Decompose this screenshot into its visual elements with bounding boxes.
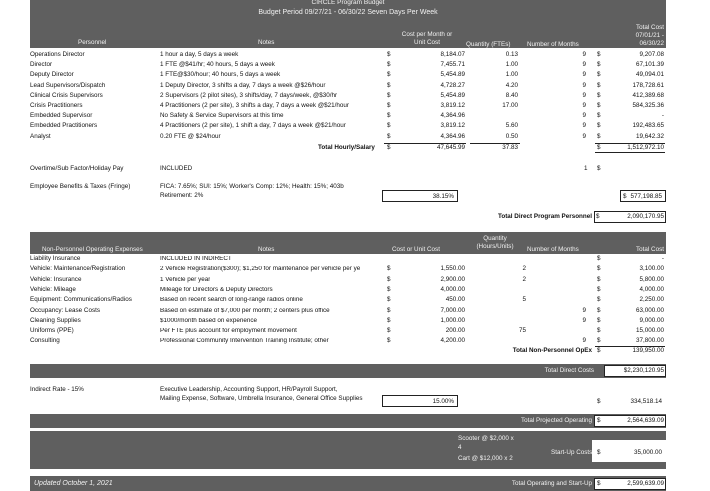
expense-notes: Per FTE plus account for employment movement (160, 328, 297, 335)
total-currency: $ (597, 327, 601, 335)
row-total: 5,800.00 (639, 275, 664, 283)
total-currency: $ (597, 285, 601, 293)
startup-total: 35,000.00 (633, 449, 662, 456)
projected-label: Total Projected Operating (520, 417, 592, 424)
total-currency: $ (597, 71, 601, 79)
col-personnel: Personnel (78, 39, 107, 46)
cost-total-rule (384, 143, 466, 144)
months: 9 (582, 91, 586, 99)
expense-notes: Based on estimate of $7,000 per month; 2 centers plus office (160, 307, 330, 314)
direct-personnel-cur: $ (596, 213, 600, 220)
cost-currency: $ (387, 81, 391, 89)
col-total-2: 07/01/21 - (635, 32, 664, 39)
row-total: 19,642.32 (635, 132, 664, 140)
benefits-notes-2: Retirement: 2% (160, 192, 204, 199)
benefits-notes-1: FICA: 7.65%; SUI: 15%; Worker's Comp: 12%; Health: 15%; 403b (160, 183, 344, 190)
total-hourly-value: 1,512,972.10 (627, 144, 664, 151)
cost-currency: $ (387, 296, 391, 304)
col-np-qty: Quantity (483, 235, 507, 242)
indirect-cur: $ (597, 398, 601, 405)
indirect-notes-2: Mailing Expense, Software, Umbrella Insurance, General Office Supplies (160, 395, 363, 402)
months: 9 (582, 316, 586, 324)
personnel-role: Embedded Supervisor (30, 112, 93, 120)
personnel-notes: 2 Supervisors (2 pilot sites), 3 shifts/day, 7 days/week, @$30/hr (160, 91, 338, 99)
np-total-label: Total Non-Personnel OpEx (512, 347, 592, 354)
grand-total-label: Total Operating and Start-Up (511, 480, 592, 487)
total-currency: $ (597, 316, 601, 324)
grand-total-cur: $ (597, 480, 601, 487)
expense-notes: Mileage for Directors & Deputy Directors (160, 286, 273, 293)
months: 9 (582, 132, 586, 140)
expense-notes: Professional Community Intervention Training Institute; other (160, 338, 329, 345)
total-currency: $ (597, 255, 601, 262)
row-total: 412,389.68 (632, 91, 664, 99)
col-total-3: 06/30/22 (639, 40, 664, 47)
unit-cost: 4,200.00 (440, 337, 465, 345)
cost-currency: $ (387, 51, 391, 58)
indirect-notes-1: Executive Leadership, Accounting Support, HR/Payroll Support, (160, 386, 338, 393)
benefits-total: 577,198.85 (630, 193, 662, 200)
expense-notes: Based on recent search of long-range radios online (160, 297, 303, 304)
personnel-role: Operations Director (30, 51, 85, 58)
total-hourly-cur2: $ (597, 144, 601, 151)
cost-currency: $ (387, 122, 391, 130)
overtime-notes: INCLUDED (160, 165, 193, 172)
unit-cost: 3,819.12 (440, 122, 465, 130)
personnel-role: Embedded Practitioners (30, 122, 98, 130)
col-np-notes: Notes (258, 246, 275, 253)
personnel-notes: 0.20 FTE @ $24/hour (160, 132, 221, 140)
unit-qty: 75 (518, 327, 526, 335)
direct-personnel-label: Total Direct Program Personnel (497, 213, 592, 220)
unit-cost: 5,454.89 (440, 91, 465, 99)
expense-notes: INCLUDED IN INDIRECT (160, 256, 232, 262)
total-currency: $ (597, 306, 601, 314)
fte-qty: 1.00 (505, 71, 518, 79)
overtime-label: Overtime/Sub Factor/Holiday Pay (30, 165, 124, 172)
total-currency: $ (597, 51, 601, 58)
benefits-label: Employee Benefits & Taxes (Fringe) (30, 183, 131, 190)
unit-qty: 2 (522, 265, 526, 273)
total-currency: $ (597, 337, 601, 345)
cost-currency: $ (387, 61, 391, 69)
row-total: 9,000.00 (639, 316, 664, 324)
total-hourly-cost: 47,645.99 (436, 144, 465, 151)
indirect-label: Indirect Rate - 15% (30, 386, 84, 393)
months: 9 (582, 306, 586, 314)
total-currency: $ (597, 132, 601, 140)
personnel-notes: 1 FTE @$41/hr; 40 hours, 5 days a week (160, 61, 275, 69)
col-np-total: Total Cost (636, 246, 664, 253)
unit-cost: 7,000.00 (440, 306, 465, 314)
budget-period: Budget Period 09/27/21 - 06/30/22 Seven Days Per Week (258, 9, 438, 16)
direct-costs-label: Total Direct Costs (544, 367, 594, 374)
months: 9 (582, 51, 586, 58)
unit-qty: 2 (522, 275, 526, 283)
expense-name: Vehicle: Insurance (30, 275, 82, 283)
personnel-notes: 4 Practitioners (2 per site), 1 shift a day, 7 days a week @$21/hour (160, 122, 346, 130)
personnel-role: Analyst (30, 132, 51, 140)
unit-cost: 200.00 (445, 327, 465, 335)
cost-currency: $ (387, 337, 391, 345)
total-hourly-cur: $ (387, 144, 391, 151)
personnel-notes: 1 Deputy Director, 3 shifts a day, 7 days a week @$26/hour (160, 81, 326, 89)
months: 9 (582, 102, 586, 109)
col-np-qty-2: (Hours/Units) (476, 243, 514, 250)
row-total: - (661, 112, 664, 120)
expense-name: Vehicle: Maintenance/Registration (30, 265, 126, 273)
total-currency: $ (597, 61, 601, 69)
personnel-role: Lead Supervisors/Dispatch (30, 81, 106, 89)
row-total: 49,094.01 (635, 71, 664, 79)
row-total: 37,800.00 (635, 337, 664, 345)
np-total-value: 139,950.00 (632, 347, 664, 354)
unit-cost: 4,000.00 (440, 285, 465, 293)
unit-cost: 7,455.71 (440, 61, 465, 69)
indirect-total: 334,518.14 (630, 398, 662, 405)
expense-name: Cleaning Supplies (30, 316, 81, 324)
cost-currency: $ (387, 306, 391, 314)
col-notes: Notes (258, 39, 275, 46)
unit-cost: 450.00 (445, 296, 465, 304)
benefits-rate: 38.15% (432, 193, 454, 200)
total-currency: $ (597, 102, 601, 109)
cost-currency: $ (387, 327, 391, 335)
unit-qty: 5 (522, 296, 526, 304)
startup-line-1: Scooter @ $2,000 x (458, 435, 514, 442)
col-qty: Quantity (FTEs) (466, 41, 511, 48)
cost-currency: $ (387, 132, 391, 140)
fte-qty: 4.20 (505, 81, 518, 89)
fte-qty: 5.60 (505, 122, 518, 130)
personnel-role: Crisis Practitioners (30, 102, 83, 109)
personnel-notes: 4 Practitioners (2 per site), 3 shifts a day, 7 days a week @$21/hour (160, 102, 349, 109)
startup-cur: $ (597, 449, 601, 456)
expense-name: Equipment: Communications/Radios (30, 296, 132, 304)
col-months: Number of Months (527, 41, 579, 48)
expense-name: Vehicle: Mileage (30, 285, 76, 293)
row-total: 584,325.36 (632, 102, 664, 109)
startup-line-3: Cart @ $12,000 x 2 (458, 455, 513, 462)
fte-qty: 8.40 (505, 91, 518, 99)
unit-cost: 1,000.00 (440, 316, 465, 324)
qty-total-rule (470, 143, 520, 144)
total-currency: $ (597, 296, 601, 304)
unit-cost: 4,364.96 (440, 112, 465, 120)
total-currency: $ (597, 275, 601, 283)
months: 9 (582, 81, 586, 89)
unit-cost: 2,900.00 (440, 275, 465, 283)
personnel-role: Director (30, 61, 53, 69)
overtime-cur: $ (597, 165, 601, 172)
row-total: 15,000.00 (635, 327, 664, 335)
indirect-rate: 15.00% (432, 398, 454, 405)
row-total: 2,250.00 (639, 296, 664, 304)
expense-notes: $1000/month based on experience (160, 317, 257, 324)
row-total: - (661, 255, 664, 262)
fte-qty: 1.00 (505, 61, 518, 69)
total-currency: $ (597, 265, 601, 273)
months: 9 (582, 71, 586, 79)
personnel-notes: No Safety & Service Supervisors at this time (160, 112, 284, 120)
personnel-notes: 1 hour a day, 5 days a week (160, 51, 239, 58)
col-np-label: Non-Personnel Operating Expenses (42, 246, 143, 253)
startup-label: Start-Up Costs (551, 449, 593, 456)
total-hourly-label: Total Hourly/Salary (318, 144, 375, 151)
updated-date: Updated October 1, 2021 (34, 480, 113, 487)
unit-cost: 3,819.12 (440, 102, 465, 109)
total-hourly-qty: 37.83 (502, 144, 518, 151)
expense-notes: 1 Vehicle per year (160, 276, 211, 283)
cost-currency: $ (387, 285, 391, 293)
cost-currency: $ (387, 275, 391, 283)
months: 9 (582, 61, 586, 69)
overtime-qty: 1 (584, 165, 588, 172)
cost-currency: $ (387, 91, 391, 99)
row-total: 178,728.61 (632, 81, 664, 89)
total-hourly-box (595, 143, 665, 153)
cost-currency: $ (387, 71, 391, 79)
cost-currency: $ (387, 265, 391, 273)
startup-line-2: 4 (458, 444, 462, 451)
col-total: Total Cost (636, 24, 664, 31)
months: 9 (582, 122, 586, 130)
col-np-months: Number of Months (527, 246, 579, 253)
col-cost: Cost per Month or (401, 31, 453, 38)
expense-notes: 2 Vehicle Registration($300); $1,250 for maintenance per vehicle per ye (160, 266, 361, 273)
row-total: 9,207.08 (639, 51, 664, 58)
months: 9 (582, 337, 586, 345)
fte-qty: 0.50 (505, 132, 518, 140)
budget-title: CIRCLE Program Budget (311, 0, 385, 6)
personnel-notes: 1 FTE@$30/hour; 40 hours, 5 days a week (160, 71, 281, 79)
row-total: 63,000.00 (635, 306, 664, 314)
personnel-role: Deputy Director (30, 71, 74, 79)
unit-cost: 4,728.27 (440, 81, 465, 89)
direct-personnel-total: 2,090,170.95 (627, 213, 664, 220)
np-total-cur: $ (597, 347, 601, 354)
col-np-cost: Cost or Unit Cost (392, 246, 440, 253)
unit-cost: 4,364.96 (440, 132, 465, 140)
fte-qty: 0.13 (505, 51, 518, 58)
months: 9 (582, 112, 586, 120)
unit-cost: 5,454.89 (440, 71, 465, 79)
expense-name: Uniforms (PPE) (30, 327, 74, 335)
row-total: 67,101.39 (635, 61, 664, 69)
expense-name: Liability Insurance (30, 255, 81, 262)
cost-currency: $ (387, 316, 391, 324)
unit-cost: 8,184.07 (440, 51, 465, 58)
row-total: 4,000.00 (639, 285, 664, 293)
cost-currency: $ (387, 112, 391, 120)
grand-total-value: 2,599,639.09 (627, 480, 664, 487)
benefits-cur: $ (623, 193, 627, 200)
row-total: 3,100.00 (639, 265, 664, 273)
projected-cur: $ (597, 417, 601, 424)
fte-qty: 17.00 (502, 102, 518, 109)
total-currency: $ (597, 112, 601, 120)
row-total: 192,483.65 (632, 122, 664, 130)
np-total-rule (595, 346, 665, 347)
unit-cost: 1,550.00 (440, 265, 465, 273)
direct-personnel-box (594, 211, 666, 223)
col-cost-2: Unit Cost (414, 39, 440, 46)
total-currency: $ (597, 91, 601, 99)
projected-total: 2,564,639.09 (627, 417, 664, 424)
total-currency: $ (597, 81, 601, 89)
personnel-role: Clinical Crisis Supervisors (30, 91, 103, 99)
expense-name: Consulting (30, 337, 60, 345)
cost-currency: $ (387, 102, 391, 109)
direct-costs-total: $2,230,120.95 (623, 367, 664, 374)
expense-name: Occupancy: Lease Costs (30, 306, 101, 314)
total-currency: $ (597, 122, 601, 130)
